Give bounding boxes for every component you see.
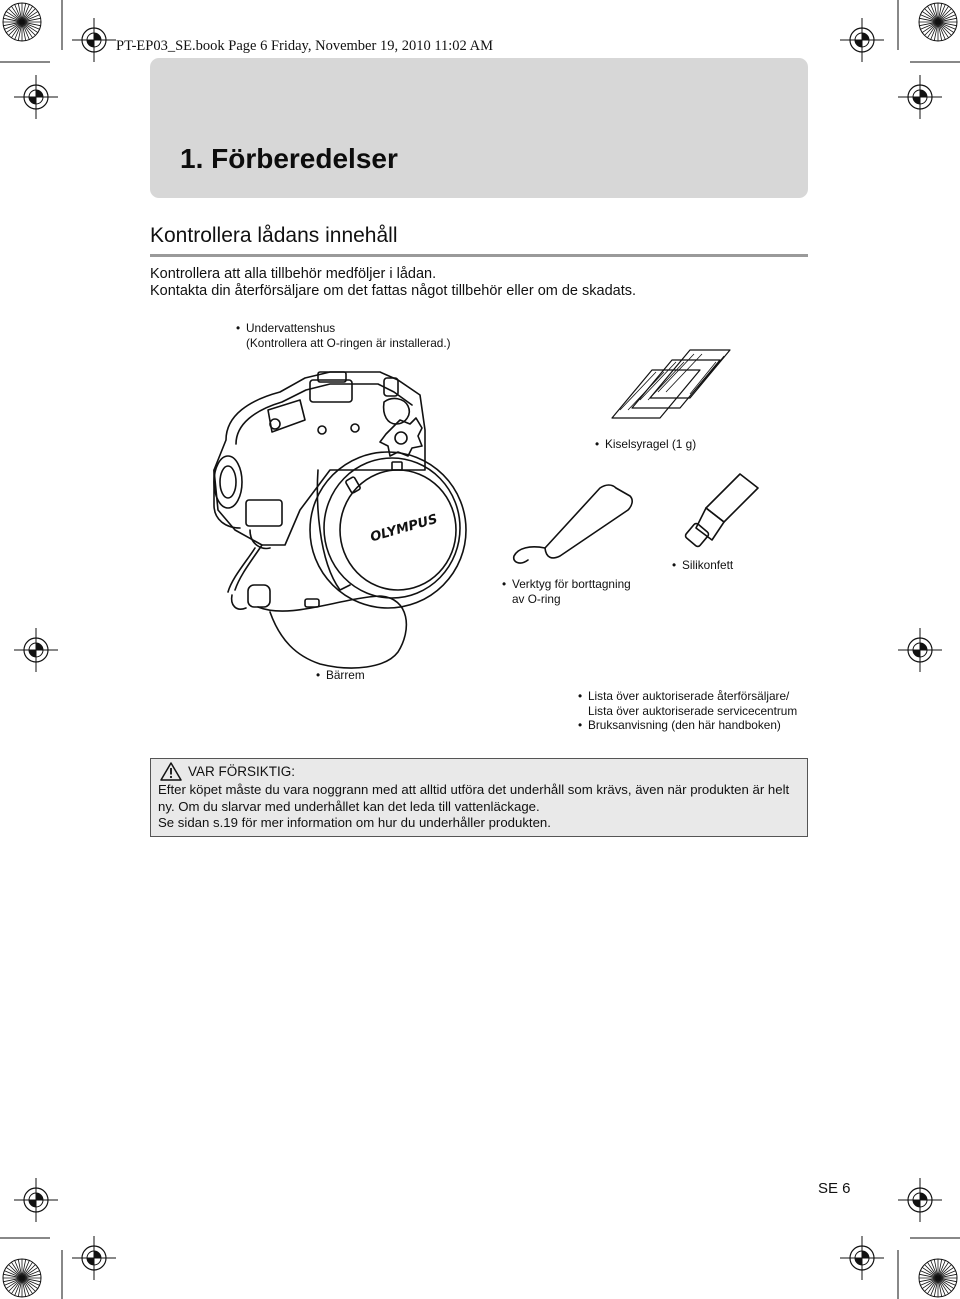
item-silica-gel-name: Kiselsyragel (1 g): [605, 437, 697, 451]
bullet: •: [595, 437, 600, 451]
item-docs-dealers: Lista över auktoriserade återförsäljare/: [588, 689, 790, 703]
item-docs-manual: Bruksanvisning (den här handboken): [588, 718, 781, 732]
book-header-line: PT-EP03_SE.book Page 6 Friday, November 19, 2010 11:02 AM: [116, 38, 493, 54]
bullet: •: [672, 558, 677, 572]
bullet: •: [316, 668, 321, 682]
item-oring-tool-name-cont: av O-ring: [512, 591, 561, 606]
item-strap-name: Bärrem: [326, 668, 365, 682]
item-silicone-grease-name: Silikonfett: [682, 558, 734, 572]
caution-icon: [160, 762, 182, 781]
item-docs-service: Lista över auktoriserade servicecentrum: [588, 703, 798, 718]
intro-line: Kontakta din återförsäljare om det fattas något tillbehör eller om de skadats.: [150, 283, 637, 299]
bullet: •: [578, 689, 583, 703]
bullet: •: [502, 577, 507, 591]
oring-tool-illustration: [514, 485, 632, 563]
item-oring-tool-name: Verktyg för borttagning: [512, 577, 631, 591]
caution-line: Efter köpet måste du vara noggrann med att alltid utföra det underhåll som krävs, även när produkten är helt: [158, 782, 790, 797]
caution-line: Se sidan s.19 för mer information om hur du underhåller produkten.: [158, 815, 551, 830]
item-housing-note: (Kontrollera att O-ringen är installerad.): [246, 335, 451, 350]
bullet: •: [578, 718, 583, 732]
page-number: SE 6: [818, 1180, 851, 1197]
housing-illustration: [214, 372, 466, 608]
caution-text: [158, 782, 789, 832]
chapter-title: 1. Förberedelser: [180, 143, 398, 174]
caution-title: VAR FÖRSIKTIG:: [188, 764, 296, 779]
section-heading: Kontrollera lådans innehåll: [150, 224, 398, 247]
item-housing-name: Undervattenshus: [246, 321, 336, 335]
brand-logo-illustration: OLYMPUS: [368, 511, 440, 546]
bullet: •: [236, 321, 241, 335]
intro-line: Kontrollera att alla tillbehör medföljer i lådan.: [150, 266, 437, 282]
caution-line: ny. Om du slarvar med underhållet kan det leda till vattenläckage.: [158, 798, 540, 814]
silicone-grease-illustration: [684, 474, 758, 548]
